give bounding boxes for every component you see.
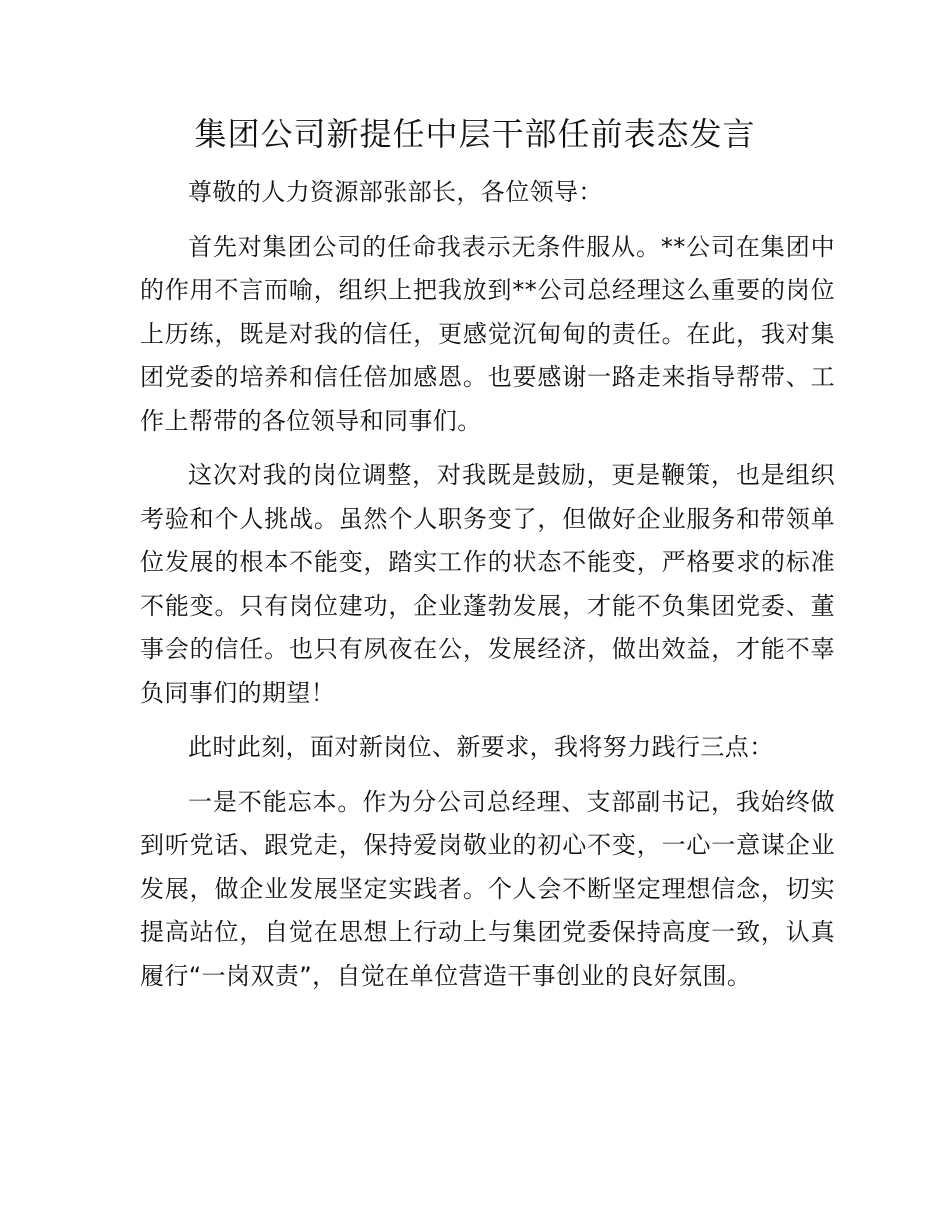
body-paragraph: 此时此刻，面对新岗位、新要求，我将努力践行三点：: [188, 733, 774, 761]
body-paragraph: 这次对我的岗位调整，对我既是鼓励，更是鞭策，也是组织考验和个人挑战。虽然个人职务变了，但做好企业服务和带领单位发展的根本不能变，踏实工作的状态不能变，严格要求的标准不能变。只有岗位建功，企业蓬勃发展，才能不负集团党委、董事会的信任。也只有夙夜在公，发展经济，做出效益，才能不辜负同事们的期望！: [140, 461, 835, 707]
body-paragraph: 首先对集团公司的任命我表示无条件服从。**公司在集团中的作用不言而喻，组织上把我放到**公司总经理这么重要的岗位上历练，既是对我的信任，更感觉沉甸甸的责任。在此，我对集团党委的培养和信任倍加感恩。也要感谢一路走来指导帮带、工作上帮带的各位领导和同事们。: [140, 232, 835, 435]
salutation-paragraph: 尊敬的人力资源部张部长，各位领导：: [188, 178, 603, 206]
document-body: [140, 171, 835, 1009]
document-title: 集团公司新提任中层干部任前表态发言: [194, 115, 756, 153]
body-paragraph: 一是不能忘本。作为分公司总经理、支部副书记，我始终做到听党话、跟党走，保持爱岗敬业的初心不变，一心一意谋企业发展，做企业发展坚定实践者。个人会不断坚定理想信念，切实提高站位，自觉在思想上行动上与集团党委保持高度一致，认真履行“一岗双责”，自觉在单位营造干事创业的良好氛围。: [140, 787, 835, 990]
